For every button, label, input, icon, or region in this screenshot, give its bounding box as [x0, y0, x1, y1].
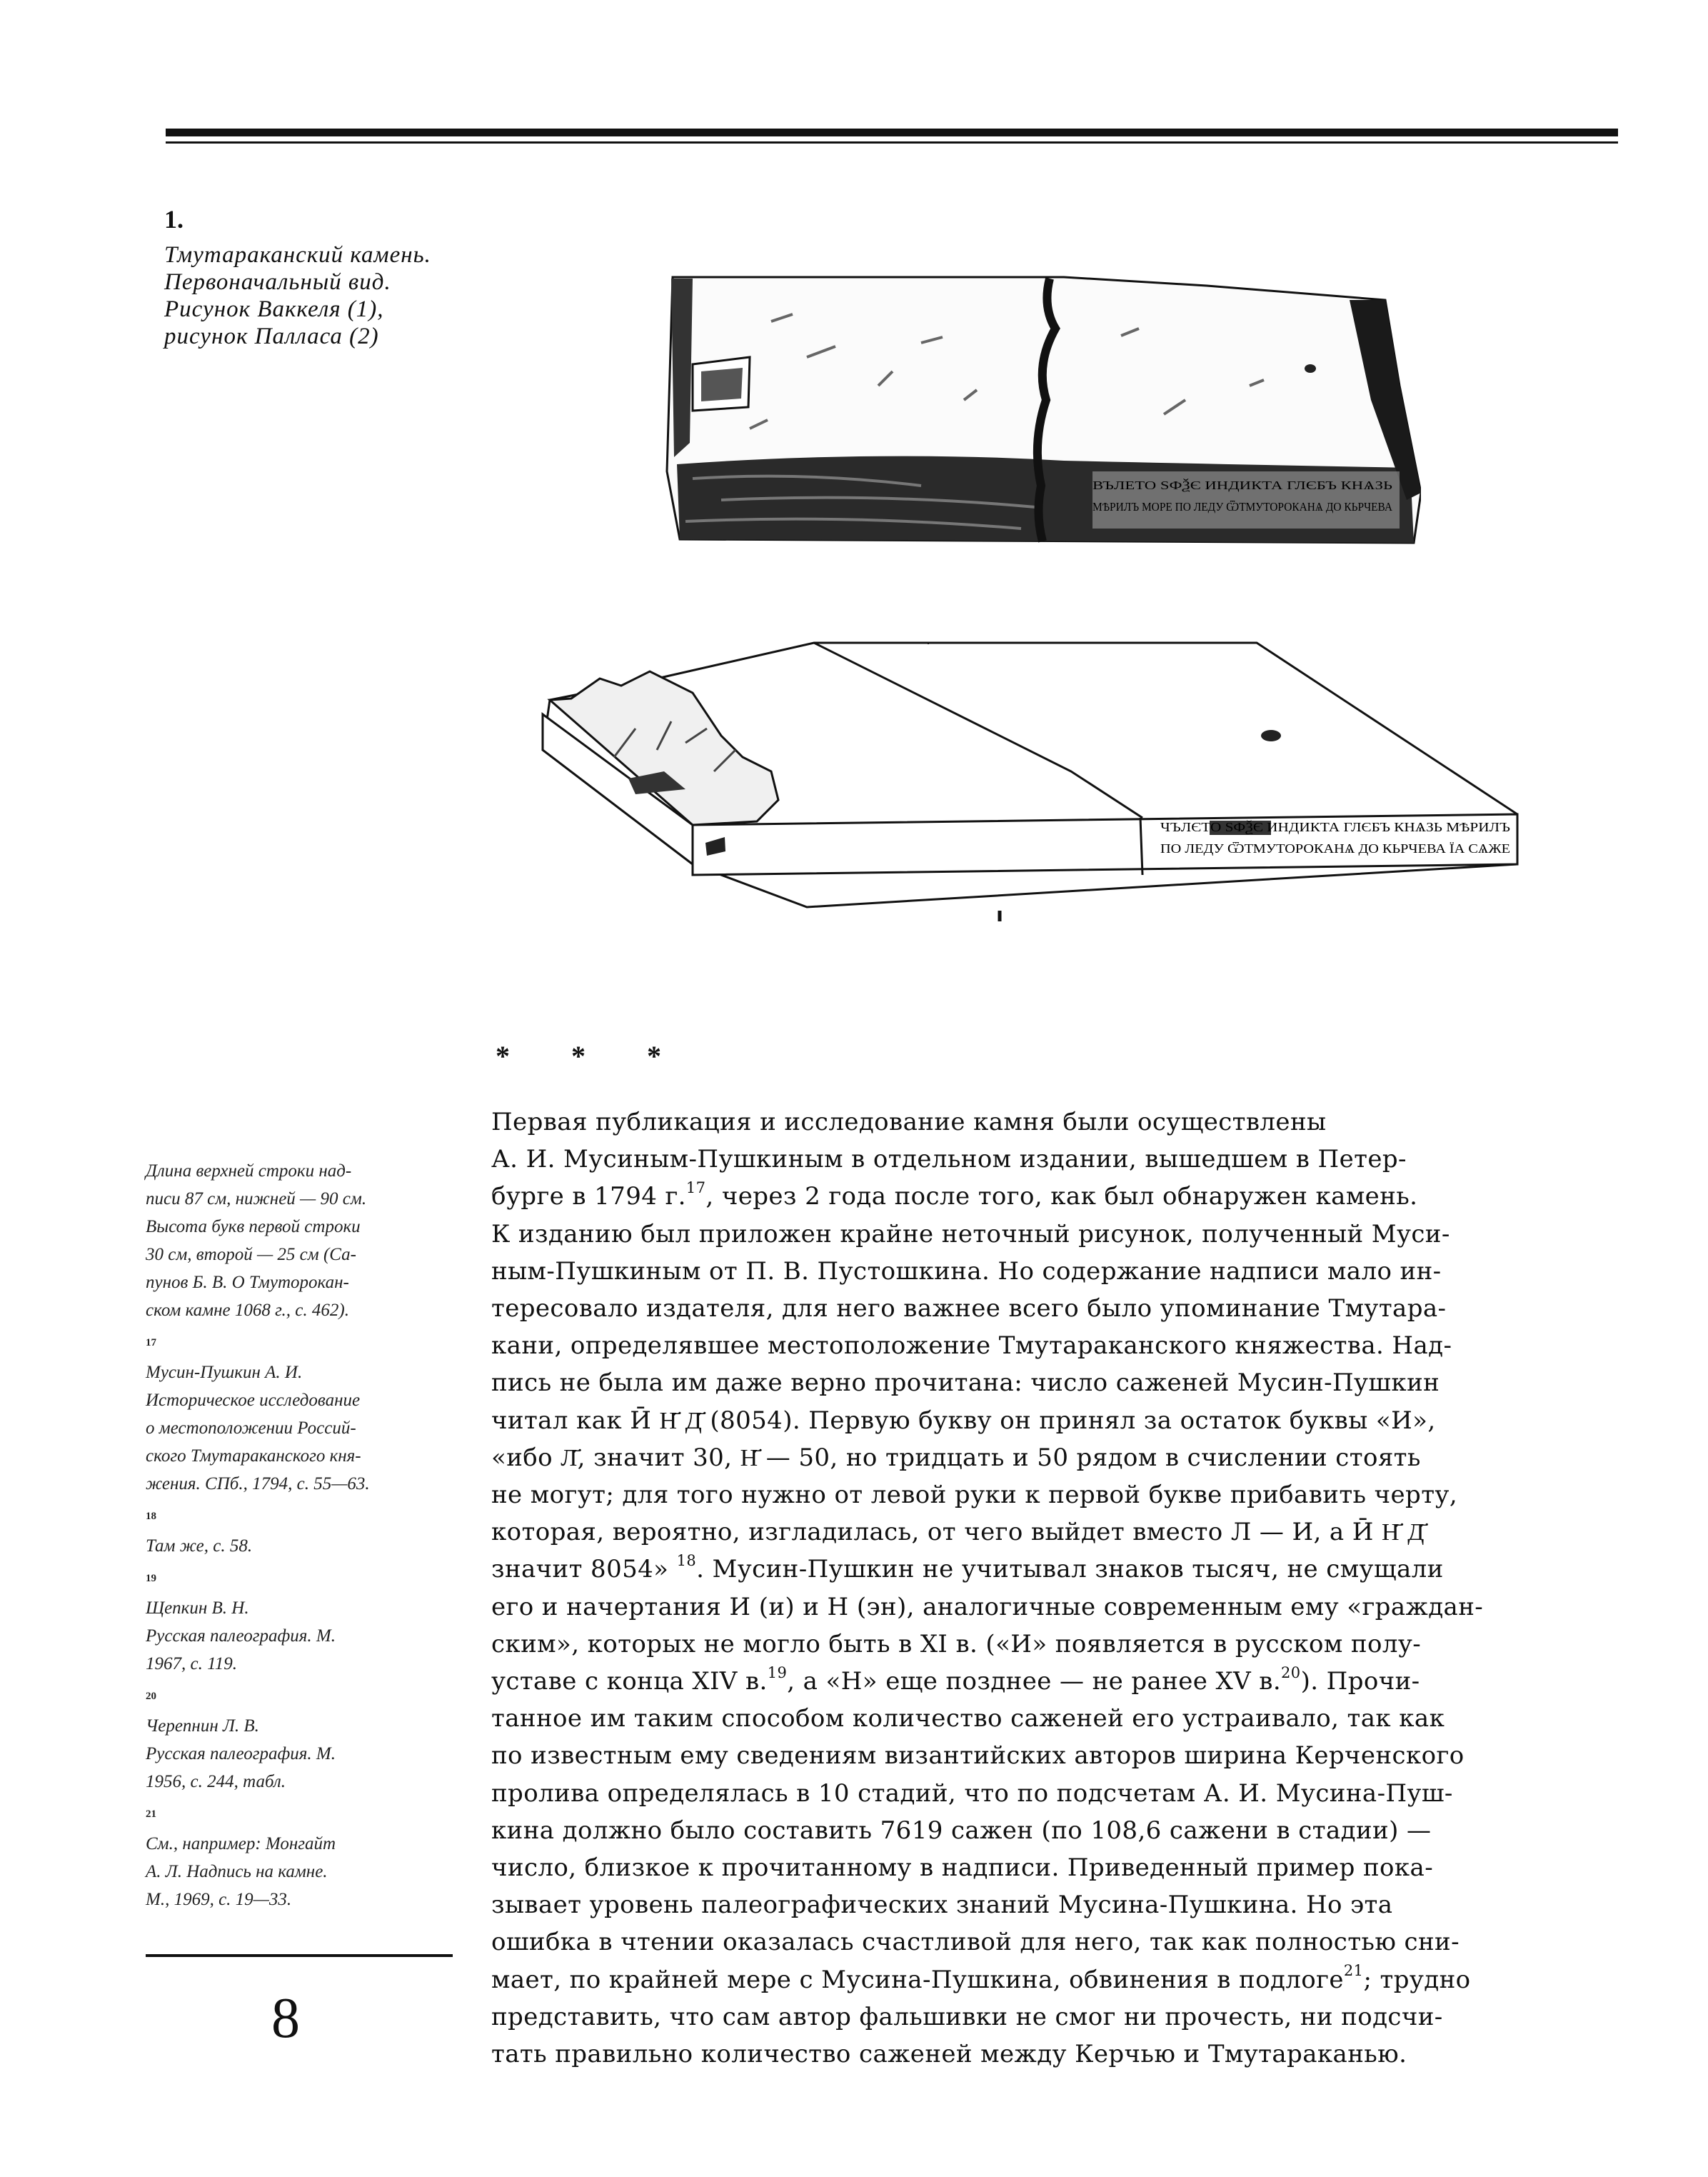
- text-fragment: ; трудно: [1363, 1965, 1471, 1994]
- top-rule-thin: [166, 141, 1618, 144]
- inscription-line-2: МѢРИЛЪ МОРЕ ПО ЛЕДУ ѾТМУТОРОКАНѦ ДО КЬРЧЕВА: [1092, 500, 1393, 514]
- text-line: пролива определялась в 10 стадий, что по подсчетам А. И. Мусина-Пуш-: [491, 1778, 1453, 1808]
- sidenote-line: 1967, с. 119.: [146, 1654, 237, 1673]
- text-line: кина должно было составить 7619 сажен (по 108,6 сажени в стадии) —: [491, 1816, 1432, 1845]
- footnote-ref: 21: [1343, 1962, 1364, 1980]
- inscription-line-1: ЧЪЛЄТО ЅФѮЄ ИНДИКТА ГЛЄБЪ КНѦЗЬ МѢРИЛЪ: [1160, 820, 1457, 834]
- sidenote-line: Историческое исследование: [146, 1391, 361, 1410]
- sidenote-line: Там же, с. 58.: [146, 1536, 253, 1556]
- inscription-line-2: ПО ЛЕДУ ѾТМУТОРОКАНѦ ДО КЬРЧЕВА ЇА СѦЖЕ: [1160, 841, 1511, 856]
- text-fragment: бурге в 1794 г.: [491, 1182, 686, 1211]
- sidenote-line: ского Тмутараканского кня-: [146, 1446, 361, 1466]
- text-line: «ибо Л҃, значит 30, Н҃ — 50, но тридцать и 50 рядом в счислении стоять: [491, 1443, 1421, 1472]
- sidenote-line: пунов Б. В. О Тмуторокан-: [146, 1273, 349, 1292]
- figure-number: 1.: [164, 205, 184, 234]
- sidenote: [146, 1358, 460, 1498]
- sidenote-line: См., например: Монгайт: [146, 1834, 336, 1853]
- caption-line: Первоначальный вид.: [164, 269, 391, 295]
- sidenote-line: жения. СПб., 1794, с. 55—63.: [146, 1474, 370, 1493]
- text-line: [491, 1961, 1555, 1998]
- text-line: число, близкое к прочитанному в надписи. Приведенный пример пока-: [491, 1853, 1434, 1883]
- sidenote: [146, 1830, 460, 1913]
- main-text: [491, 1103, 1555, 2073]
- text-line: читал как Ӣ Н҃ Д҃ (8054). Первую букву он принял за остаток буквы «И»,: [491, 1406, 1436, 1435]
- sidenote: [146, 1594, 460, 1678]
- text-line: ным-Пушкиным от П. В. Пустошкина. Но содержание надписи мало ин-: [491, 1256, 1442, 1286]
- footnote-ref: 17: [685, 1179, 706, 1197]
- figure-caption: [164, 241, 486, 350]
- text-line: [491, 1178, 1555, 1215]
- text-line: ским», которых не могло быть в XI в. («И» появляется в русском полу-: [491, 1629, 1422, 1658]
- footnote-ref: 20: [1281, 1663, 1301, 1681]
- sidenote-line: Черепнин Л. В.: [146, 1716, 259, 1736]
- text-line: кани, определявшее местоположение Тмутараканского княжества. Над-: [491, 1331, 1452, 1361]
- sidenote-line: Русская палеография. М.: [146, 1744, 336, 1763]
- caption-line: Тмутараканский камень.: [164, 242, 431, 268]
- section-separator: * * *: [496, 1040, 688, 1072]
- text-fragment: ). Прочи-: [1300, 1667, 1420, 1696]
- footnote-number: 19: [146, 1573, 156, 1584]
- footnote-ref: 19: [767, 1663, 788, 1681]
- sidenote-rule: [146, 1954, 453, 1957]
- text-line: тересовало издателя, для него важнее всего было упоминание Тмутара-: [491, 1294, 1447, 1323]
- sidenote-line: 30 см, второй — 25 см (Са-: [146, 1245, 356, 1264]
- sidenote-line: М., 1969, с. 19—33.: [146, 1890, 292, 1909]
- sidenote-line: ском камне 1068 г., с. 462).: [146, 1301, 349, 1320]
- footnote-ref: 18: [676, 1552, 697, 1570]
- text-line: его и начертания И (и) и Н (эн), аналогичные современным ему «граждан-: [491, 1592, 1484, 1621]
- caption-line: Рисунок Ваккеля (1),: [164, 296, 384, 322]
- text-fragment: значит 8054»: [491, 1555, 669, 1584]
- footnote-number: 21: [146, 1808, 156, 1820]
- sidenote-line: А. Л. Надпись на камне.: [146, 1862, 328, 1881]
- inscription-line-1: ВЪЛЕТО ЅФѮЄ ИНДИКТА ГЛЄБЪ КНѦЗЬ: [1092, 479, 1393, 492]
- footnote-number: 20: [146, 1691, 156, 1702]
- sidenote-line: о местоположении Россий-: [146, 1418, 356, 1438]
- text-line: которая, вероятно, изгладилась, от чего выйдет вместо Л — И, а Ӣ Н҃ Д҃: [491, 1518, 1425, 1547]
- text-line: тать правильно количество саженей между Керчью и Тмутараканью.: [491, 2040, 1407, 2069]
- text-line: А. И. Мусиным-Пушкиным в отдельном издании, вышедшем в Петер-: [491, 1145, 1407, 1174]
- sidenote-line: 1956, с. 244, табл.: [146, 1772, 286, 1791]
- caption-line: рисунок Палласа (2): [164, 324, 379, 349]
- footnote-number: 18: [146, 1511, 156, 1522]
- sidenote-line: писи 87 см, нижней — 90 см.: [146, 1189, 367, 1208]
- text-fragment: мает, по крайней мере с Мусина-Пушкина, обвинения в подлоге: [491, 1965, 1344, 1994]
- top-rule: [166, 129, 1618, 136]
- text-line: не могут; для того нужно от левой руки к первой букве прибавить черту,: [491, 1481, 1458, 1510]
- page-number: 8: [271, 1987, 300, 2050]
- sidenote: [146, 1532, 460, 1560]
- sidenote-line: Высота букв первой строки: [146, 1217, 361, 1236]
- text-line: представить, что сам автор фальшивки не смог ни прочесть, ни подсчи-: [491, 2002, 1443, 2031]
- text-line: [491, 1551, 1555, 1588]
- text-line: ошибка в чтении оказалась счастливой для него, так как полностью сни-: [491, 1928, 1460, 1957]
- text-line: Первая публикация и исследование камня были осуществлены: [491, 1108, 1327, 1136]
- stone-drawing-pallas: [528, 629, 1542, 943]
- text-line: пись не была им даже верно прочитана: число саженей Мусин-Пушкин: [491, 1368, 1440, 1398]
- text-line: танное им таким способом количество саженей его устраивало, так как: [491, 1704, 1445, 1733]
- text-fragment: , а «Н» еще позднее — не ранее XV в.: [787, 1667, 1282, 1696]
- text-line: по известным ему сведениям византийских авторов ширина Керченского: [491, 1741, 1465, 1771]
- text-fragment: , через 2 года после того, как был обнаружен камень.: [705, 1182, 1418, 1211]
- text-line: зывает уровень палеографических знаний Мусина-Пушкина. Но эта: [491, 1891, 1393, 1920]
- sidenote-line: Мусин-Пушкин А. И.: [146, 1363, 303, 1382]
- text-line: К изданию был приложен крайне неточный рисунок, полученный Муси-: [491, 1219, 1450, 1248]
- stone-drawing-vakkel: [664, 257, 1421, 557]
- sidenote: [146, 1157, 460, 1324]
- sidenote: [146, 1712, 460, 1796]
- text-fragment: уставе с конца XIV в.: [491, 1667, 768, 1696]
- text-fragment: . Мусин-Пушкин не учитывал знаков тысяч, не смущали: [696, 1555, 1444, 1584]
- footnote-number: 17: [146, 1337, 156, 1348]
- sidenotes: [146, 1157, 460, 1916]
- sidenote-line: Русская палеография. М.: [146, 1626, 336, 1646]
- sidenote-line: Щепкин В. Н.: [146, 1598, 249, 1618]
- text-line: [491, 1663, 1555, 1700]
- sidenote-line: Длина верхней строки над-: [146, 1161, 352, 1181]
